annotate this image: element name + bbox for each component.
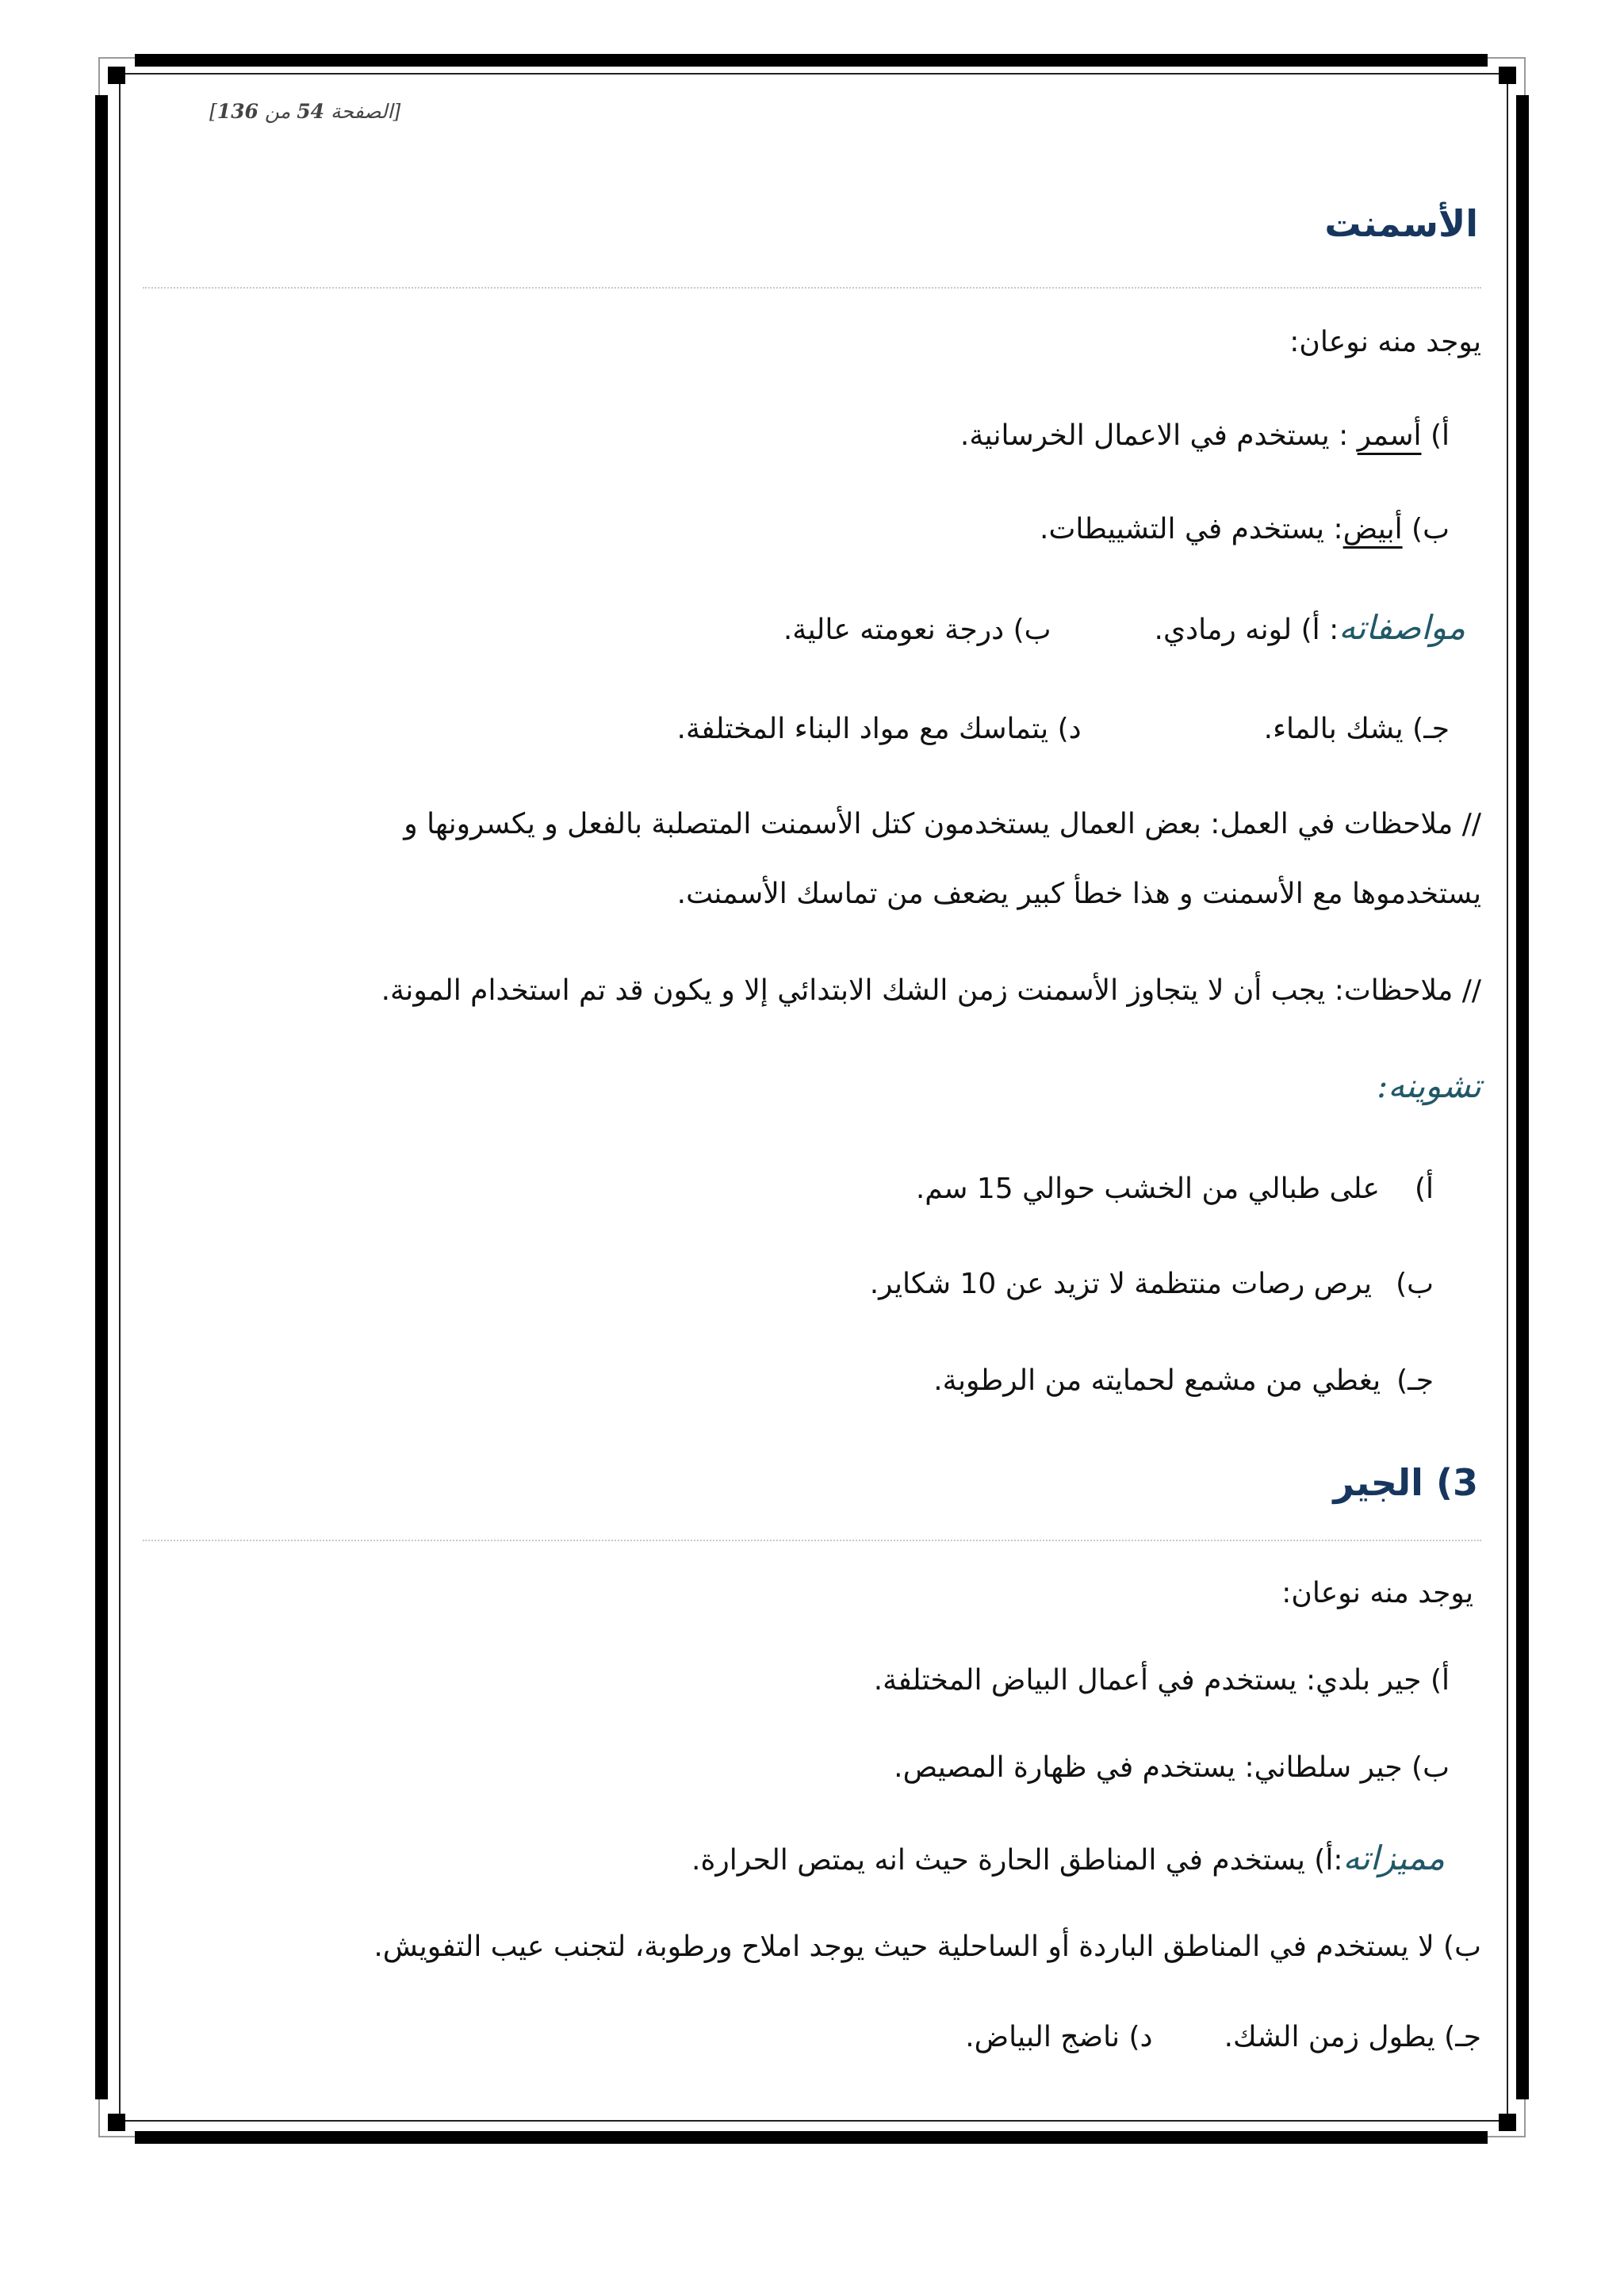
cement-type-a [960, 417, 1450, 455]
cement-storage-heading: تشوينه: [1377, 1066, 1481, 1105]
lime-feature-d: د) ناضج البياض. [965, 2021, 1153, 2053]
lime-types-intro: يوجد منه نوعان: [1281, 1577, 1473, 1609]
lime-feature-b: ب) لا يستخدم في المناطق الباردة أو الساحلية حيث يوجد املاح ورطوبة، لتجنب عيب التفويش. [373, 1931, 1481, 1963]
cement-type-a-label: أ) [1421, 419, 1450, 452]
cement-heading: الأسمنت [1324, 202, 1478, 245]
lime-features-label: مميزاته [1342, 1839, 1445, 1877]
page-border-left-bar [95, 95, 108, 2099]
storage-item-text: يغطي من مشمع لحمايته من الرطوبة. [933, 1364, 1381, 1397]
section-divider [143, 1540, 1481, 1541]
cement-specs-row-2 [677, 710, 1450, 748]
storage-item-text: يرص رصات منتظمة لا تزيد عن 10 شكاير. [869, 1268, 1373, 1300]
storage-item-text: على طبالي من الخشب حوالي 15 سم. [915, 1173, 1380, 1205]
lime-type-b: ب) جير سلطاني: يستخدم في ظهارة المصيص. [894, 1751, 1450, 1784]
cement-spec-b: ب) درجة نعومته عالية. [783, 614, 1051, 646]
lime-type-a: أ) جير بلدي: يستخدم في أعمال البياض المختلفة. [873, 1664, 1450, 1697]
cement-specs-label: مواصفاته [1339, 608, 1465, 647]
lime-heading: 3) الجير [1333, 1461, 1478, 1504]
corner-ornament-bl [108, 2114, 125, 2131]
cement-type-a-desc: : يستخدم في الاعمال الخرسانية. [959, 419, 1358, 452]
lime-feature-c: جـ) يطول زمن الشك. [1224, 2021, 1481, 2053]
page-number-current: 54 [297, 100, 325, 123]
page-number-prefix: [الصفحة [324, 100, 401, 123]
storage-item-marker: ب) [1396, 1268, 1434, 1300]
cement-type-b-desc: : يستخدم في التشييطات. [1040, 513, 1343, 545]
page-number-total: 136 [216, 100, 259, 123]
page-number-suffix: ] [209, 100, 217, 123]
cement-specs-row-1 [783, 609, 1465, 649]
lime-features-row-1 [691, 1839, 1445, 1880]
cement-spec-a: : أ) لونه رمادي. [1154, 614, 1339, 646]
storage-item-marker: جـ) [1396, 1364, 1434, 1397]
cement-type-b [1040, 511, 1450, 549]
corner-ornament-tr [1499, 67, 1516, 84]
cement-spec-d: د) يتماسك مع مواد البناء المختلفة. [676, 713, 1082, 745]
cement-type-b-name: أبيض [1342, 513, 1403, 545]
cement-type-a-name: أسمر [1357, 419, 1422, 452]
page-border-right-bar [1516, 95, 1529, 2099]
lime-feature-a: :أ) يستخدم في المناطق الحارة حيث انه يمتص الحرارة. [691, 1844, 1343, 1877]
cement-note-2: // ملاحظات: يجب أن لا يتجاوز الأسمنت زمن الشك الابتدائي إلا و يكون قد تم استخدام المونة. [381, 974, 1481, 1007]
cement-type-b-label: ب) [1402, 513, 1450, 545]
cement-note-1-line-2: يستخدموها مع الأسمنت و هذا خطأ كبير يضعف من تماسك الأسمنت. [676, 878, 1481, 910]
corner-ornament-tl [108, 67, 125, 84]
storage-item [870, 1265, 1434, 1303]
cement-types-intro: يوجد منه نوعان: [1289, 326, 1481, 358]
section-divider [143, 287, 1481, 289]
lime-features-row-3 [965, 2019, 1481, 2057]
document-body [143, 0, 1481, 2296]
corner-ornament-br [1499, 2114, 1516, 2131]
cement-spec-c: جـ) يشك بالماء. [1263, 713, 1450, 745]
storage-item [916, 1170, 1434, 1208]
storage-item-marker: أ) [1414, 1173, 1434, 1205]
cement-note-1-line-1: // ملاحظات في العمل: بعض العمال يستخدمون كتل الأسمنت المتصلبة بالفعل و يكسرونها و [404, 808, 1481, 840]
storage-item [933, 1362, 1434, 1400]
page-number-middle: من [258, 100, 297, 123]
